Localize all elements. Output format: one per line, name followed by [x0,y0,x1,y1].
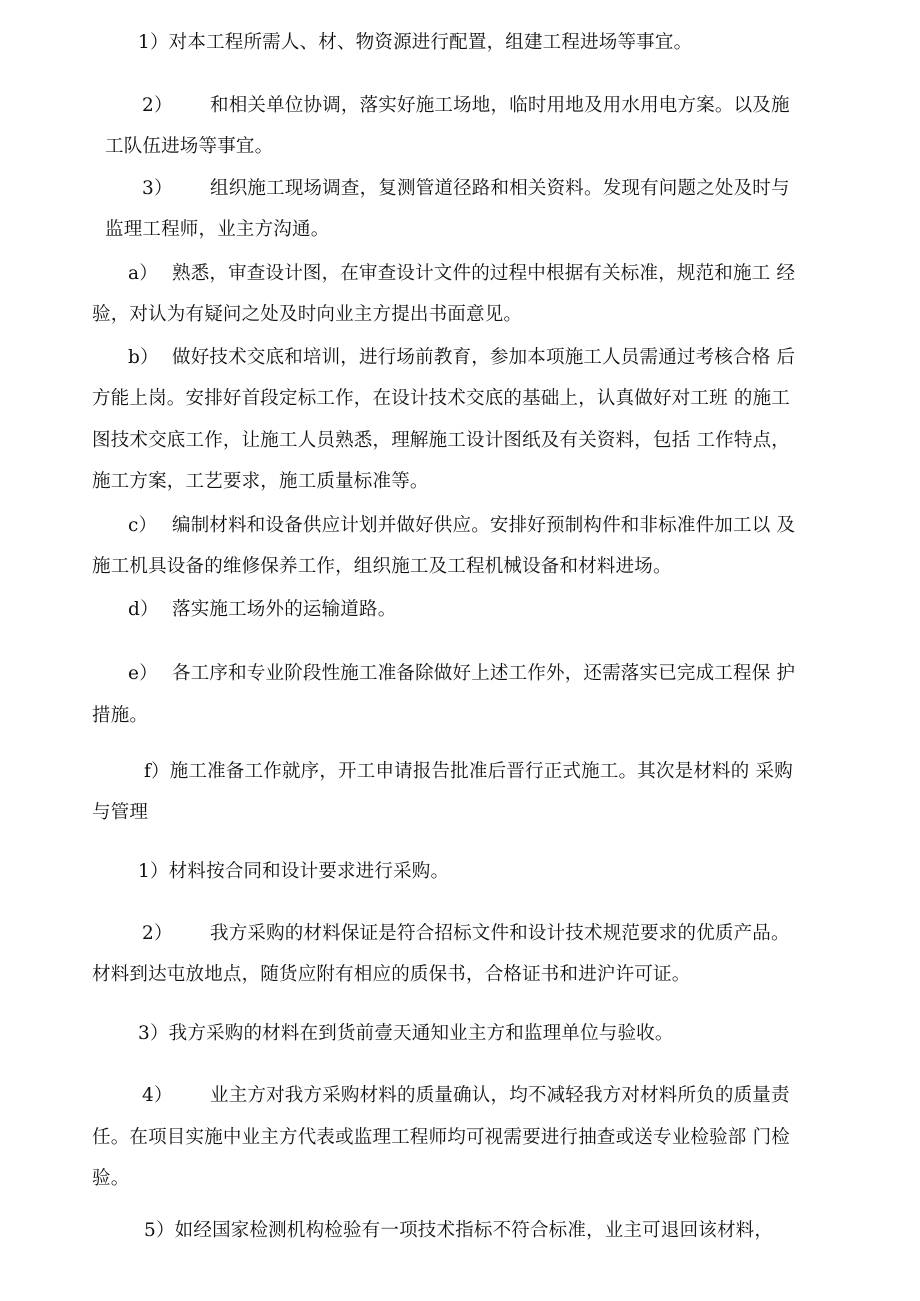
line-text: 验，对认为有疑问之处及时向业主方提出书面意见。 [92,304,523,325]
paragraph-line [92,302,522,328]
paragraph-line [128,597,396,623]
paragraph-line [138,1021,674,1047]
paragraph-line [138,859,449,885]
line-text: 做好技术交底和培训，进行场前教育，参加本项施工人员需通过考核合格 后 [172,347,796,368]
list-marker: c） [128,515,158,536]
list-marker: b） [128,347,159,368]
list-marker: 2） [142,95,173,116]
line-text: 施工机具设备的维修保养工作，组织施工及工程机械设备和材料进场。 [92,556,672,577]
paragraph-line [142,176,790,202]
paragraph-line [138,30,692,56]
paragraph-line [144,759,793,785]
line-text: 图技术交底工作，让施工人员熟悉，理解施工设计图纸及有关资料，包括 工作特点， [92,430,790,451]
list-marker: 3） [142,178,173,199]
list-marker: 2） [142,923,173,944]
list-marker: e） [128,663,158,684]
line-text: 监理工程师，业主方沟通。 [105,219,330,240]
paragraph-line [128,513,795,539]
line-text: 材料到达屯放地点，随货应附有相应的质保书，合格证书和进沪许可证。 [92,964,691,985]
list-marker: a） [128,263,158,284]
line-text: 材料按合同和设计要求进行采购。 [168,861,450,882]
line-text: 熟悉，审查设计图，在审查设计文件的过程中根据有关标准，规范和施工 经 [172,263,796,284]
line-text: 我方采购的材料保证是符合招标文件和设计技术规范要求的优质产品。 [210,923,790,944]
line-text: 和相关单位协调，落实好施工场地，临时用地及用水用电方案。以及施 [210,95,790,116]
paragraph-line [128,661,795,687]
paragraph-line [105,217,329,243]
line-text: 各工序和专业阶段性施工准备除做好上述工作外，还需落实已完成工程保 护 [172,663,796,684]
list-marker: 5） [144,1220,175,1241]
list-marker: 1） [138,32,169,53]
line-text: 如经国家检测机构检验有一项技术指标不符合标准，业主可退回该材料， [174,1220,774,1241]
paragraph-line [92,962,690,988]
line-text: 任。在项目实施中业主方代表或监理工程师均可视需要进行抽查或送专业检验部 门检 [92,1127,790,1148]
line-text: 方能上岗。安排好首段定标工作，在设计技术交底的基础上，认真做好对工班 的施工 [92,388,790,409]
line-text: 施工方案，工艺要求，施工质量标准等。 [92,471,429,492]
paragraph-line [92,703,148,729]
paragraph-line [142,1083,790,1109]
line-text: 验。 [92,1168,130,1189]
paragraph-line [142,93,790,119]
list-marker: f） [144,761,170,782]
paragraph-line [128,261,795,287]
list-marker: d） [128,599,159,620]
line-text: 组织施工现场调查，复测管道径路和相关资料。发现有问题之处及时与 [210,178,790,199]
paragraph-line [128,345,795,371]
line-text: 与管理 [92,802,149,823]
paragraph-line [92,800,148,826]
list-marker: 1） [138,861,169,882]
line-text: 我方采购的材料在到货前壹天通知业主方和监理单位与验收。 [168,1023,674,1044]
paragraph-line [92,428,790,454]
line-text: 编制材料和设备供应计划并做好供应。安排好预制构件和非标准件加工以 及 [172,515,796,536]
paragraph-line [142,921,790,947]
paragraph-line [92,1125,790,1151]
paragraph-line [92,554,672,580]
list-marker: 4） [142,1085,173,1106]
list-marker: 3） [138,1023,169,1044]
paragraph-line [92,469,429,495]
line-text: 施工准备工作就序，开工申请报告批准后晋行正式施工。其次是材料的 采购 [169,761,793,782]
line-text: 工队伍进场等事宜。 [105,136,274,157]
paragraph-line [92,1166,129,1192]
paragraph-line [105,134,273,160]
paragraph-line [92,386,790,412]
line-text: 对本工程所需人、材、物资源进行配置，组建工程进场等事宜。 [168,32,693,53]
paragraph-line [144,1218,773,1244]
line-text: 落实施工场外的运输道路。 [172,599,397,620]
line-text: 措施。 [92,705,149,726]
line-text: 业主方对我方采购材料的质量确认，均不减轻我方对材料所负的质量责 [210,1085,790,1106]
